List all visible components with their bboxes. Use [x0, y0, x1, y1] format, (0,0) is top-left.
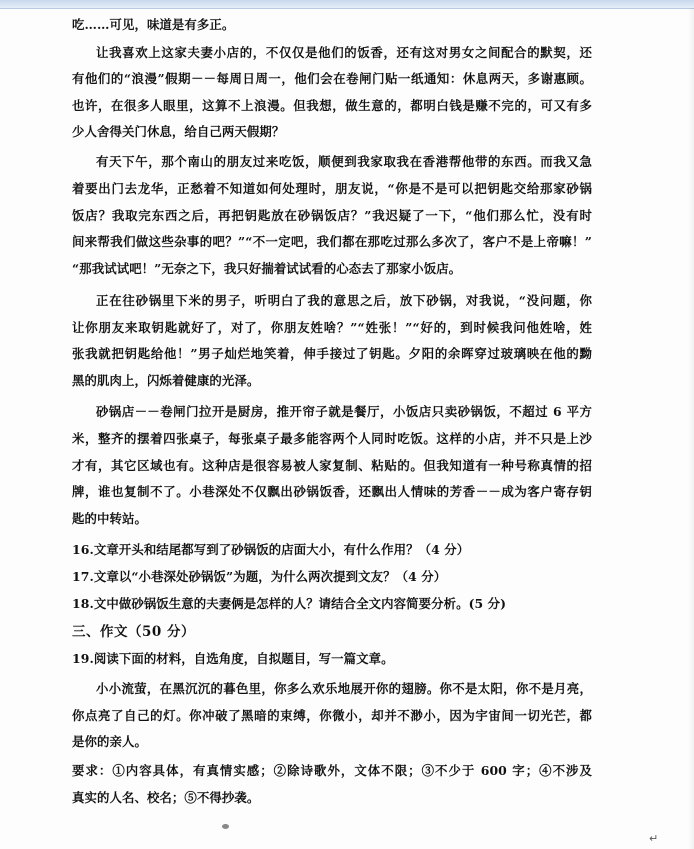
text-line: 让我喜欢上这家夫妻小店的，不仅仅是他们的饭香，还有这对男女之间配合的默契，还 [96, 45, 592, 60]
question-16: 16.文章开头和结尾都写到了砂锅饭的店面大小，有什么作用？（4 分） [72, 542, 470, 557]
material-line: 是你的亲人。 [72, 734, 147, 749]
text-line: 少人舍得关门休息，给自己两天假期？ [72, 124, 285, 139]
text-line: 米，整齐的摆着四张桌子，每张桌子最多能容两个人同时吃饭。这样的小店，并不只是上沙 [72, 431, 592, 446]
requirements-line: 真实的人名、校名；⑤不得抄袭。 [72, 790, 260, 805]
text-line: 有他们的“浪漫”假期－－每周日周一，他们会在卷闸门贴一纸通知：休息两天，多谢惠顾。 [72, 71, 592, 86]
scan-speck [222, 824, 229, 829]
text-line: 牌，谁也复制不了。小巷深处不仅飘出砂锅饭香，还飘出人情味的芳香－－成为客户寄存钥 [72, 484, 592, 499]
text-line: “那我试试吧！”无奈之下，我只好揣着试试看的心态去了那家小饭店。 [72, 261, 462, 276]
text-line: 砂锅店－－卷闸门拉开是厨房，推开帘子就是餐厅，小饭店只卖砂锅饭，不超过 6 平方 [96, 404, 592, 419]
question-18: 18.文中做砂锅饭生意的夫妻俩是怎样的人？请结合全文内容简要分析。(5 分) [72, 596, 507, 611]
text-line: 黑的肌肉上，闪烁着健康的光泽。 [72, 373, 260, 388]
text-line: 也许，在很多人眼里，这算不上浪漫。但我想，做生意的，都明白钱是赚不完的，可又有多 [72, 98, 592, 113]
requirements-line: 要求：①内容具体，有真情实感；②除诗歌外，文体不限；③不少于 600 字；④不涉及 [72, 763, 592, 778]
page-edge-shadow [688, 8, 694, 849]
text-line: 匙的中转站。 [72, 511, 147, 526]
text-line: 才有，其它区域也有。这种店是很容易被人家复制、粘贴的。但我知道有一种号称真情的招 [72, 458, 592, 473]
paragraph-return-mark: ↵ [649, 832, 659, 845]
material-line: 你点亮了自己的灯。你冲破了黑暗的束缚，你微小，却并不渺小，因为宇宙间一切光芒，都 [72, 708, 592, 723]
section-heading: 三、作文（50 分） [72, 624, 195, 640]
text-line: 让你朋友来取钥匙就好了，对了，你朋友姓啥？”“姓张！”“好的，到时候我问他姓啥，姓 [72, 320, 592, 335]
material-line: 小小流萤，在黑沉沉的暮色里，你多么欢乐地展开你的翅膀。你不是太阳，你不是月亮， [96, 681, 592, 696]
text-line: 有天下午，那个南山的朋友过来吃饭，顺便到我家取我在香港帮他带的东西。而我又急 [96, 154, 592, 169]
text-line: 饭店？我取完东西之后，再把钥匙放在砂锅饭店？”我迟疑了一下，“他们那么忙，没有时 [72, 208, 592, 223]
text-line: 吃……可见，味道是有多正。 [72, 17, 235, 32]
window-top-edge [0, 0, 694, 9]
text-line: 正在往砂锅里下米的男子，听明白了我的意思之后，放下砂锅，对我说，“没问题，你 [96, 293, 592, 308]
question-19: 19.阅读下面的材料，自选角度，自拟题目，写一篇文章。 [72, 651, 394, 666]
text-line: 着要出门去龙华，正愁着不知道如何处理时，朋友说，“你是不是可以把钥匙交给那家砂锅 [72, 181, 592, 196]
text-line: 张我就把钥匙给他！”男子灿烂地笑着，伸手接过了钥匙。夕阳的余晖穿过玻璃映在他的黝 [72, 346, 592, 361]
question-17: 17.文章以“小巷深处砂锅饭”为题，为什么两次提到文友？（4 分） [72, 569, 447, 584]
text-line: 间来帮我们做这些杂事的吧？”“不一定吧，我们都在那吃过那么多次了，客户不是上帝嘛！” [72, 234, 592, 249]
